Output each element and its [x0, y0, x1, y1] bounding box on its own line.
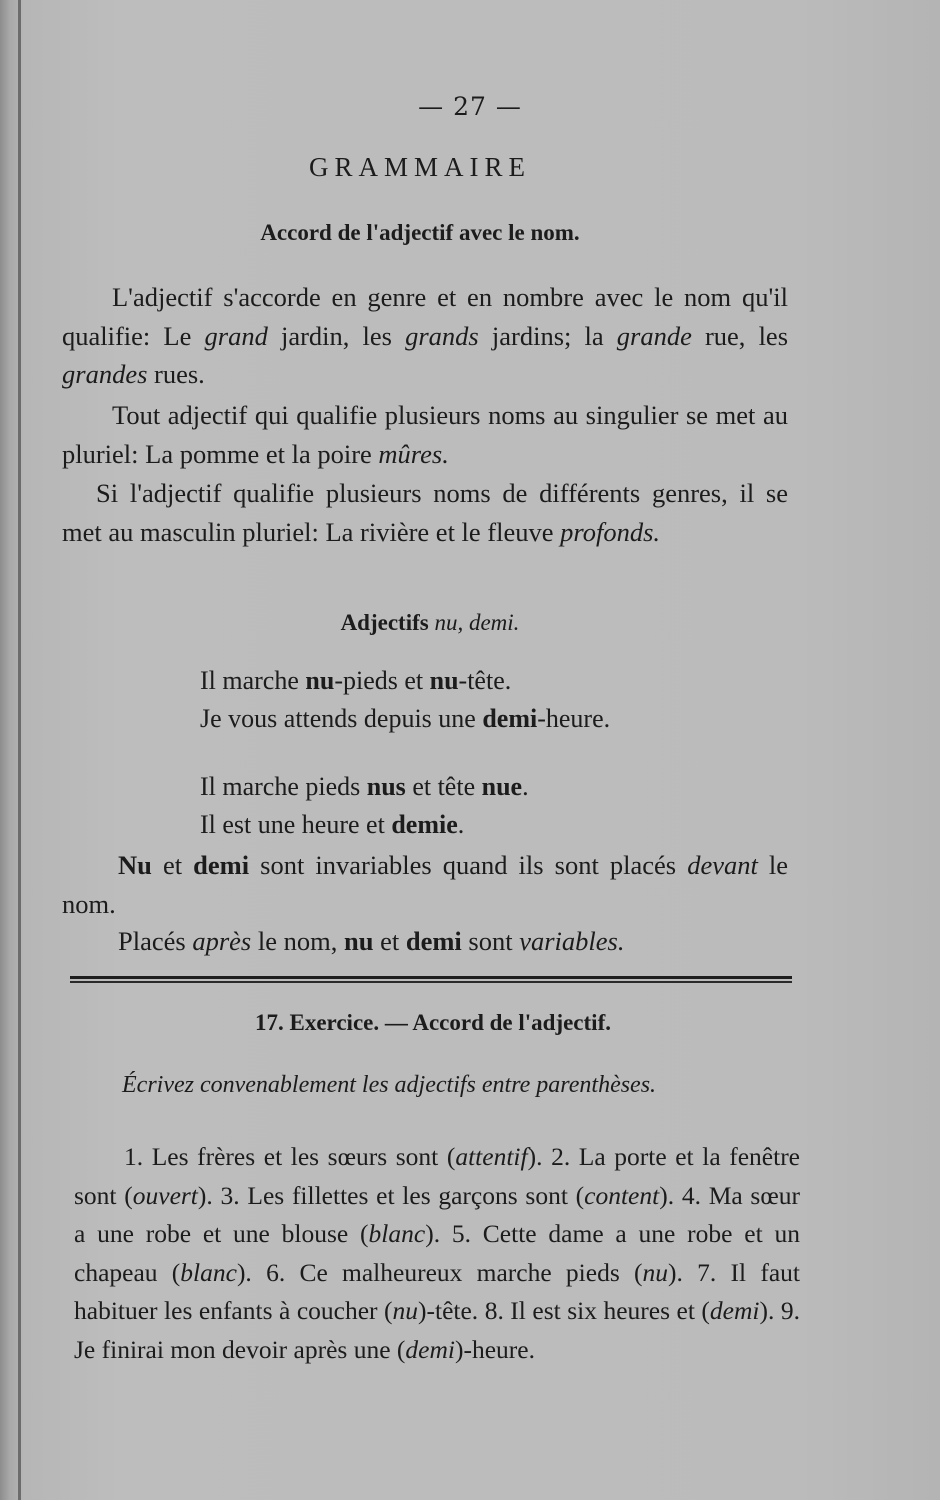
example-line: Il marche pieds nus et tête nue. — [200, 772, 529, 801]
page-number: — 27 — — [418, 92, 522, 121]
section-heading-nu-demi: Adjectifs nu, demi. — [340, 610, 520, 635]
rule-paragraph-2: Tout adjectif qui qualifie plusieurs noms au singulier se met au pluriel: La pomme et la poire mûres. — [62, 400, 788, 469]
exercise-item: 3. Les fillettes et les garçons sont (content). — [220, 1180, 682, 1210]
exercise-item: 7. Il faut habituer les enfants à coucher (nu)-tête. — [74, 1257, 800, 1325]
exercise-heading: 17. Exercice. — Accord de l'adjectif. — [255, 1010, 611, 1035]
rule-paragraph-1: L'adjectif s'accorde en genre et en nombre avec le nom qu'il qualifie: Le grand jardin, les grands jardins; la grande rue, les grandes rues. — [62, 282, 789, 389]
exercise-item: 8. Il est six heures et (demi). — [484, 1296, 781, 1325]
example-line: Il marche nu-pieds et nu-tête. — [200, 666, 512, 695]
exercise-item: 1. Les frères et les sœurs sont (attentif). — [124, 1142, 552, 1171]
exercise-item: 4. Ma sœur a une robe et une blouse (blanc). — [74, 1180, 801, 1248]
exercise-item: 6. Ce malheureux marche pieds (nu). — [266, 1257, 698, 1287]
exercise-item: 9. Je finirai mon devoir après une (demi)-heure. — [74, 1296, 800, 1364]
rule-paragraph-5: Placés après le nom, nu et demi sont variables. — [118, 926, 625, 956]
exercise-item: 5. Cette dame a une robe et un chapeau (blanc). — [74, 1219, 800, 1287]
rule-paragraph-4: Nu et demi sont invariables quand ils sont placés devant le nom. — [62, 850, 789, 919]
exercise-text — [74, 1138, 800, 1369]
section-heading-accord: Accord de l'adjectif avec le nom. — [260, 220, 580, 245]
section-divider — [70, 976, 792, 983]
exercise-instruction: Écrivez convenablement les adjectifs entre parenthèses. — [122, 1072, 657, 1098]
example-line: Je vous attends depuis une demi-heure. — [200, 704, 611, 733]
rule-paragraph-3: Si l'adjectif qualifie plusieurs noms de différents genres, il se met au masculin pluriel: La rivière et le fleuve profonds. — [62, 478, 788, 547]
exercise-item: 2. La porte et la fenêtre sont (ouvert). — [74, 1142, 800, 1210]
example-line: Il est une heure et demie. — [200, 810, 465, 839]
page-title: GRAMMAIRE — [308, 152, 531, 182]
